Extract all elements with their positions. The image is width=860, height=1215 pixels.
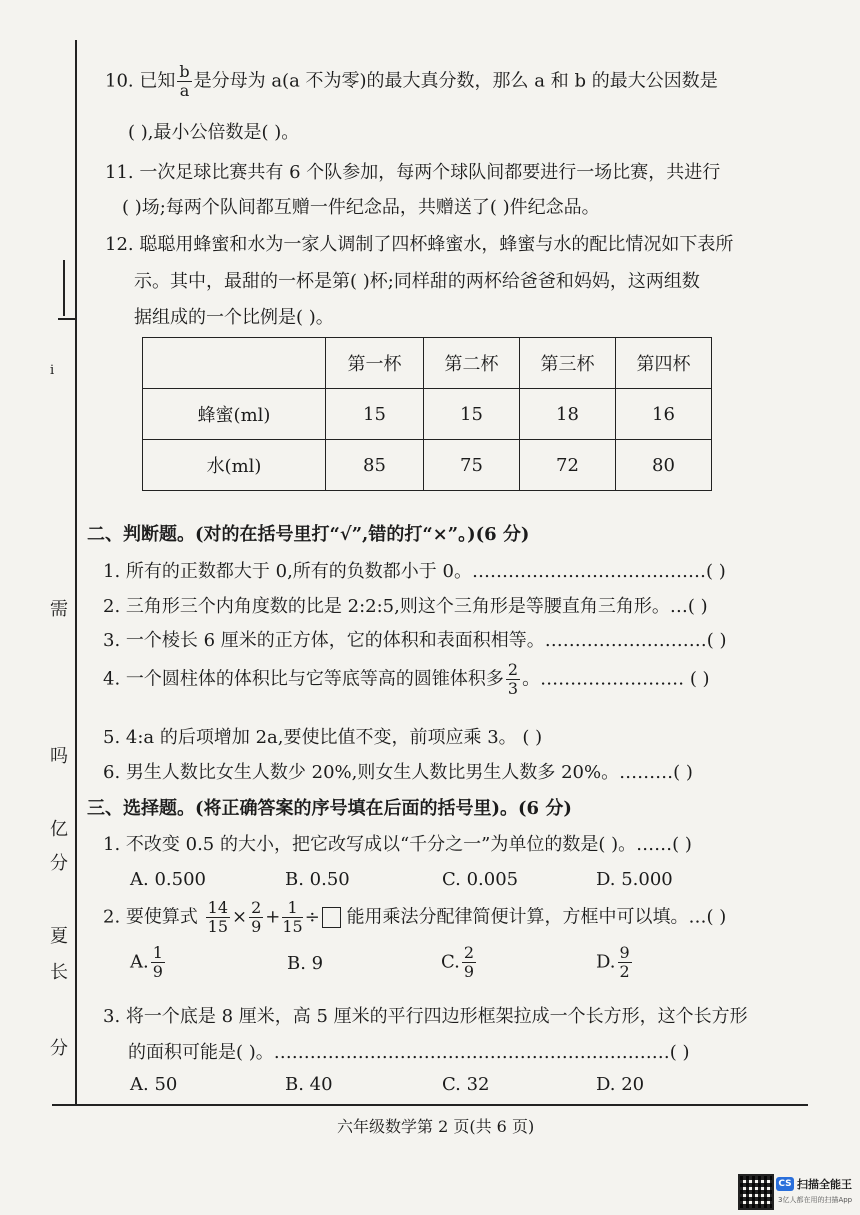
fraction-2-9 [249,900,263,935]
question-12-line2: 示。其中，最甜的一杯是第( )杯;同样甜的两杯给爸爸和妈妈，这两组数 [134,271,700,292]
table-header-cell: 第一杯 [326,338,424,389]
margin-char: 需 [50,599,68,620]
table-cell: 72 [520,440,616,491]
section-2-title: 二、判断题。(对的在括号里打“√”,错的打“×”。)(6 分) [87,524,530,545]
qr-code-icon [738,1174,774,1210]
frac-denominator: 2 [619,962,630,981]
question-12-line3: 据组成的一个比例是( )。 [134,307,334,328]
frac-numerator: 2 [463,943,475,962]
choice-q3-option-a: A. 50 [130,1074,178,1095]
table-header-cell [143,338,326,389]
choice-q2-option-d [596,945,634,980]
frac-numerator: 2 [251,898,262,917]
scanner-logo-icon: CS [776,1177,794,1191]
times-sign: × [232,906,248,928]
table-cell: 蜂蜜(ml) [143,389,326,440]
table-header-cell: 第三杯 [520,338,616,389]
judgement-item-2: 2. 三角形三个内角度数的比是 2:2:5,则这个三角形是等腰直角三角形。…( ) [103,596,708,617]
question-10-line1 [105,64,718,99]
table-cell: 15 [326,389,424,440]
honey-water-table [142,337,712,491]
frac-numerator: 9 [619,943,630,962]
question-10-pre: 10. 已知 [105,70,176,92]
frac-denominator: 9 [251,917,262,936]
choice-question-3-line2: 的面积可能是( )。…………………………………………………………( ) [128,1042,690,1063]
choice-question-2 [103,900,726,935]
bottom-rule [52,1104,808,1106]
table-cell: 75 [424,440,520,491]
option-label: C. [441,951,460,973]
section-3-title: 三、选择题。(将正确答案的序号填在后面的括号里)。(6 分) [87,798,572,819]
choice-q2-post: 能用乘法分配律简便计算，方框中可以填。…( ) [346,906,727,928]
left-margin-tick [58,318,75,320]
frac-numerator: 14 [207,898,228,917]
fraction-1-9 [151,945,165,980]
judgement-item-5: 5. 4:a 的后项增加 2a,要使比值不变，前项应乘 3。 ( ) [103,727,543,748]
divide-sign: ÷ [304,906,320,928]
table-header-cell: 第四杯 [616,338,712,389]
question-11-line1: 11. 一次足球比赛共有 6 个队参加，每两个球队间都要进行一场比赛，共进行 [105,162,721,183]
judgement-item-6: 6. 男生人数比女生人数少 20%,则女生人数比男生人数多 20%。………( ) [103,762,693,783]
frac-denominator: 9 [152,962,163,981]
margin-char: 长 [50,962,68,983]
table-row [143,440,712,491]
choice-q2-option-a [130,945,167,980]
plus-sign: + [265,906,281,928]
table-header-row [143,338,712,389]
question-10-post: 是分母为 a(a 不为零)的最大真分数，那么 a 和 b 的最大公因数是 [193,70,718,92]
frac-numerator: 1 [152,943,163,962]
choice-q3-option-b: B. 40 [285,1074,333,1095]
margin-char: 分 [50,1038,68,1059]
frac-numerator: 1 [282,900,302,918]
frac-denominator: 9 [463,962,475,981]
choice-q1-option-a: A. 0.500 [130,869,206,890]
fraction-14-15 [206,900,230,935]
frac-denominator: 15 [282,917,303,936]
left-margin-mark [63,260,65,316]
frac-numerator: b [179,62,190,81]
table-cell: 80 [616,440,712,491]
choice-q3-option-c: C. 32 [442,1074,490,1095]
judgement-item-3: 3. 一个棱长 6 厘米的正方体，它的体积和表面积相等。………………………( ) [103,630,727,651]
frac-denominator: 3 [507,679,519,698]
fraction-2-9 [462,945,476,980]
blank-box [322,907,341,928]
choice-q2-option-c [441,945,478,980]
margin-char: 吗 [50,746,68,767]
question-12-line1: 12. 聪聪用蜂蜜和水为一家人调制了四杯蜂蜜水，蜂蜜与水的配比情况如下表所 [105,234,734,255]
judgement-item-4-tail: 。…………………… ( ) [522,668,710,690]
frac-numerator: 2 [507,660,519,679]
fraction-two-thirds [506,662,520,697]
question-10-line2: ( ),最小公倍数是( )。 [128,122,300,143]
table-cell: 水(ml) [143,440,326,491]
table-header-cell: 第二杯 [424,338,520,389]
judgement-item-4-text: 4. 一个圆柱体的体积比与它等底等高的圆锥体积多 [103,668,504,690]
margin-char: 夏 [50,926,68,947]
fraction-9-2 [618,945,632,980]
table-cell: 15 [424,389,520,440]
question-11-line2: ( )场;每两个队间都互赠一件纪念品，共赠送了( )件纪念品。 [122,197,600,218]
margin-char: 亿 [50,819,68,840]
choice-q1-option-c: C. 0.005 [442,869,519,890]
choice-question-3-line1: 3. 将一个底是 8 厘米，高 5 厘米的平行四边形框架拉成一个长方形，这个长方形 [103,1006,748,1027]
fraction-1-15 [282,900,302,935]
choice-q1-option-d: D. 5.000 [596,869,673,890]
margin-char: ⅰ [50,363,55,378]
choice-q1-option-b: B. 0.50 [285,869,350,890]
page-footer: 六年级数学第 2 页(共 6 页) [337,1117,535,1136]
table-cell: 16 [616,389,712,440]
fraction-b-over-a [177,64,191,99]
table-cell: 85 [326,440,424,491]
table-row [143,389,712,440]
table-cell: 18 [520,389,616,440]
margin-char: 分 [50,853,68,874]
option-label: A. [130,951,149,973]
choice-q3-option-d: D. 20 [596,1074,645,1095]
left-margin-line [75,40,77,1105]
option-label: D. [596,951,616,973]
choice-question-1: 1. 不改变 0.5 的大小，把它改写成以“千分之一”为单位的数是( )。……( ) [103,834,692,855]
scanner-app-name: 扫描全能王 [797,1178,852,1191]
scanner-tagline: 3亿人都在用的扫描App [778,1196,853,1204]
choice-q2-pre: 2. 要使算式 [103,906,198,928]
frac-denominator: 15 [207,917,228,936]
frac-denominator: a [179,81,190,100]
judgement-item-1: 1. 所有的正数都大于 0,所有的负数都小于 0。…………………………………( ) [103,561,726,582]
judgement-item-4 [103,662,710,697]
choice-q2-option-b: B. 9 [287,953,324,974]
